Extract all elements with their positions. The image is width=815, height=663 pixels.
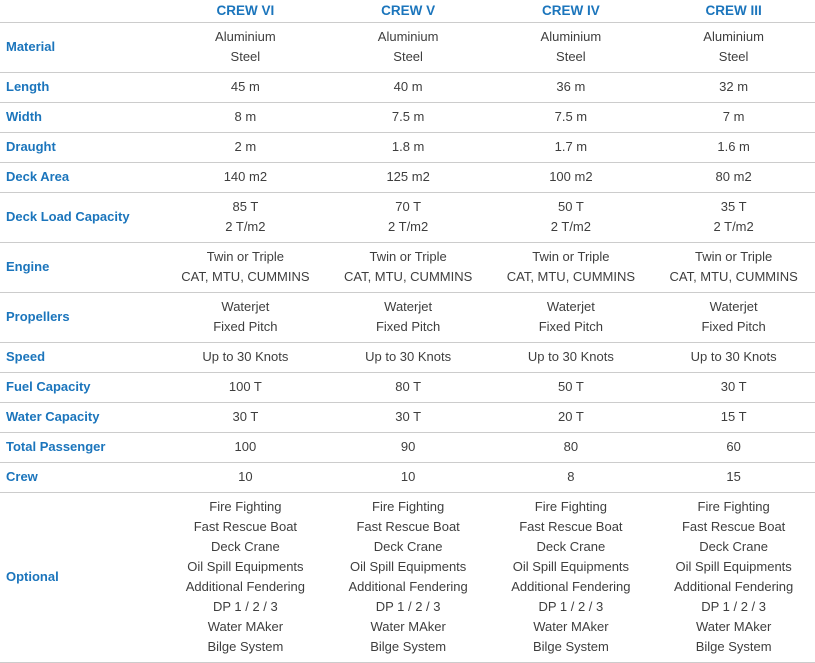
spec-value-line: Additional Fendering — [185, 579, 305, 594]
spec-value-cell — [164, 27, 327, 67]
spec-value-line: 2 T/m2 — [388, 219, 429, 234]
spec-value-line: 30 T — [232, 409, 259, 424]
spec-value-cell — [164, 137, 327, 157]
spec-value-cell — [490, 407, 653, 427]
spec-value-line: Water MAker — [533, 619, 609, 634]
spec-value-line: Fixed Pitch — [538, 319, 604, 334]
spec-value-cell — [490, 437, 653, 457]
spec-value-line: Oil Spill Equipments — [187, 559, 304, 574]
spec-value-cell — [652, 137, 815, 157]
column-header-crew-iii: CREW III — [705, 3, 762, 18]
row-label: Propellers — [6, 309, 70, 324]
spec-value-line: Waterjet — [709, 299, 758, 314]
spec-value-line: Additional Fendering — [674, 579, 794, 594]
spec-value-line: DP 1 / 2 / 3 — [375, 599, 441, 614]
spec-value-line: Aluminium — [540, 29, 602, 44]
spec-value-line: 80 — [563, 439, 579, 454]
spec-value-line: 60 — [726, 439, 741, 454]
spec-value-cell — [652, 497, 815, 657]
spec-value-line: Waterjet — [384, 299, 433, 314]
spec-value-line: Additional Fendering — [348, 579, 468, 594]
spec-value-cell — [327, 27, 490, 67]
spec-value-cell — [490, 167, 653, 187]
row-label: Crew — [6, 469, 38, 484]
spec-value-cell — [652, 377, 815, 397]
table-row — [0, 293, 815, 343]
spec-value-line: Twin or Triple — [532, 249, 610, 264]
spec-value-line: 15 T — [720, 409, 747, 424]
spec-value-cell — [652, 467, 815, 487]
spec-value-cell — [652, 77, 815, 97]
table-row — [0, 493, 815, 663]
spec-value-line: CAT, MTU, CUMMINS — [506, 269, 636, 284]
spec-value-line: 50 T — [557, 379, 584, 394]
spec-value-line: 2 T/m2 — [225, 219, 266, 234]
column-header-crew-vi: CREW VI — [216, 3, 275, 18]
spec-value-cell — [490, 497, 653, 657]
spec-value-line: Fast Rescue Boat — [519, 519, 623, 534]
spec-value-cell — [164, 77, 327, 97]
table-row — [0, 133, 815, 163]
spec-value-cell — [652, 437, 815, 457]
spec-value-line: Deck Crane — [373, 539, 443, 554]
table-row — [0, 403, 815, 433]
row-label: Deck Load Capacity — [6, 209, 130, 224]
spec-value-cell — [164, 437, 327, 457]
spec-value-line: 1.6 m — [717, 139, 750, 154]
spec-value-line: Deck Crane — [536, 539, 606, 554]
spec-value-line: 36 m — [556, 79, 586, 94]
spec-value-line: Bilge System — [370, 639, 447, 654]
table-row — [0, 23, 815, 73]
spec-value-cell — [164, 497, 327, 657]
spec-value-line: Up to 30 Knots — [690, 349, 777, 364]
spec-value-cell — [490, 347, 653, 367]
spec-value-line: 30 T — [720, 379, 747, 394]
spec-value-line: Water MAker — [370, 619, 446, 634]
spec-value-line: 50 T — [557, 199, 584, 214]
spec-value-cell — [164, 467, 327, 487]
spec-value-line: Twin or Triple — [369, 249, 447, 264]
spec-value-line: Waterjet — [546, 299, 595, 314]
spec-value-line: 8 — [567, 469, 575, 484]
table-row — [0, 193, 815, 243]
spec-value-cell — [164, 297, 327, 337]
table-row — [0, 103, 815, 133]
spec-value-line: Fire Fighting — [534, 499, 607, 514]
spec-value-line: 100 T — [228, 379, 262, 394]
spec-value-cell — [327, 347, 490, 367]
spec-value-line: 7.5 m — [391, 109, 425, 124]
spec-value-line: DP 1 / 2 / 3 — [212, 599, 278, 614]
spec-value-cell — [490, 107, 653, 127]
row-label: Engine — [6, 259, 50, 274]
spec-value-cell — [327, 437, 490, 457]
spec-value-line: Additional Fendering — [511, 579, 631, 594]
spec-value-line: Fast Rescue Boat — [681, 519, 786, 534]
spec-value-cell — [490, 137, 653, 157]
spec-value-line: 80 m2 — [715, 169, 752, 184]
spec-value-cell — [490, 27, 653, 67]
table-row — [0, 343, 815, 373]
spec-value-line: 10 — [238, 469, 253, 484]
spec-value-line: Twin or Triple — [694, 249, 773, 264]
column-header-crew-iv: CREW IV — [541, 3, 600, 18]
spec-value-cell — [164, 167, 327, 187]
spec-value-cell — [652, 407, 815, 427]
table-row — [0, 73, 815, 103]
spec-value-line: Waterjet — [221, 299, 270, 314]
spec-value-line: 35 T — [720, 199, 747, 214]
spec-value-line: Fire Fighting — [372, 499, 445, 514]
spec-value-line: 80 T — [395, 379, 422, 394]
spec-value-line: Fast Rescue Boat — [193, 519, 298, 534]
spec-value-cell — [327, 297, 490, 337]
row-label: Width — [6, 109, 42, 124]
spec-value-line: Up to 30 Knots — [202, 349, 289, 364]
row-label: Material — [6, 39, 56, 54]
spec-value-line: 100 — [234, 439, 257, 454]
spec-value-cell — [327, 467, 490, 487]
spec-value-line: Bilge System — [695, 639, 772, 654]
spec-value-cell — [164, 247, 327, 287]
spec-value-line: Bilge System — [532, 639, 609, 654]
spec-value-line: Twin or Triple — [206, 249, 285, 264]
spec-value-line: 7.5 m — [554, 109, 588, 124]
spec-value-line: Steel — [230, 49, 261, 64]
spec-value-cell — [327, 197, 490, 237]
spec-value-cell — [490, 77, 653, 97]
spec-value-line: Water MAker — [207, 619, 284, 634]
spec-value-line: DP 1 / 2 / 3 — [538, 599, 604, 614]
spec-value-line: 45 m — [230, 79, 260, 94]
row-label: Water Capacity — [6, 409, 100, 424]
spec-value-line: Steel — [718, 49, 749, 64]
spec-value-line: Fire Fighting — [209, 499, 282, 514]
spec-value-line: 85 T — [232, 199, 259, 214]
spec-value-cell — [652, 107, 815, 127]
spec-value-line: 10 — [400, 469, 416, 484]
spec-value-line: Fixed Pitch — [213, 319, 278, 334]
spec-value-line: 7 m — [722, 109, 745, 124]
spec-value-cell — [327, 77, 490, 97]
spec-value-cell — [327, 247, 490, 287]
spec-value-line: 140 m2 — [223, 169, 268, 184]
spec-value-line: CAT, MTU, CUMMINS — [669, 269, 798, 284]
spec-value-line: Aluminium — [215, 29, 276, 44]
spec-value-cell — [490, 197, 653, 237]
spec-value-line: Steel — [393, 49, 423, 64]
spec-table-body — [0, 23, 815, 663]
spec-value-cell — [652, 297, 815, 337]
row-label: Total Passenger — [6, 439, 106, 454]
spec-value-line: Up to 30 Knots — [365, 349, 452, 364]
column-header-crew-v: CREW V — [381, 3, 436, 18]
spec-value-line: 30 T — [395, 409, 422, 424]
spec-value-line: 2 T/m2 — [713, 219, 754, 234]
spec-value-line: Aluminium — [703, 29, 764, 44]
spec-value-line: Oil Spill Equipments — [512, 559, 630, 574]
spec-value-line: CAT, MTU, CUMMINS — [343, 269, 473, 284]
spec-value-line: Fixed Pitch — [375, 319, 441, 334]
spec-value-cell — [164, 377, 327, 397]
spec-value-line: Water MAker — [695, 619, 772, 634]
spec-value-cell — [652, 347, 815, 367]
table-row — [0, 163, 815, 193]
table-row — [0, 373, 815, 403]
spec-value-line: Fast Rescue Boat — [356, 519, 460, 534]
row-label: Draught — [6, 139, 56, 154]
spec-value-cell — [652, 197, 815, 237]
spec-value-cell — [327, 497, 490, 657]
spec-value-line: 2 T/m2 — [550, 219, 591, 234]
row-label: Fuel Capacity — [6, 379, 91, 394]
spec-value-cell — [652, 167, 815, 187]
spec-value-line: 2 m — [234, 139, 257, 154]
spec-value-line: 20 T — [557, 409, 584, 424]
spec-value-cell — [164, 197, 327, 237]
spec-value-line: 70 T — [395, 199, 422, 214]
row-label: Speed — [6, 349, 46, 364]
spec-value-line: 90 — [400, 439, 416, 454]
spec-value-cell — [327, 107, 490, 127]
spec-value-cell — [164, 107, 327, 127]
spec-value-line: Oil Spill Equipments — [675, 559, 792, 574]
spec-value-line: Fixed Pitch — [701, 319, 766, 334]
spec-value-cell — [327, 137, 490, 157]
spec-value-line: Steel — [556, 49, 586, 64]
spec-value-line: 15 — [726, 469, 741, 484]
spec-value-cell — [652, 247, 815, 287]
table-header-row — [0, 0, 815, 23]
table-row — [0, 243, 815, 293]
spec-value-line: Deck Crane — [699, 539, 768, 554]
spec-value-cell — [652, 27, 815, 67]
spec-value-line: 40 m — [393, 79, 423, 94]
spec-value-line: Bilge System — [207, 639, 284, 654]
spec-value-line: Fire Fighting — [697, 499, 770, 514]
spec-value-line: 8 m — [234, 109, 257, 124]
spec-value-line: CAT, MTU, CUMMINS — [181, 269, 310, 284]
spec-value-line: 1.7 m — [554, 139, 588, 154]
spec-value-cell — [490, 377, 653, 397]
spec-value-line: 32 m — [719, 79, 749, 94]
row-label: Length — [6, 79, 50, 94]
spec-value-cell — [490, 297, 653, 337]
spec-value-cell — [164, 347, 327, 367]
spec-value-line: Up to 30 Knots — [527, 349, 614, 364]
spec-value-line: 1.8 m — [391, 139, 425, 154]
table-row — [0, 433, 815, 463]
row-label: Optional — [6, 569, 59, 584]
spec-value-cell — [490, 247, 653, 287]
spec-value-cell — [327, 167, 490, 187]
spec-value-line: 100 m2 — [549, 169, 593, 184]
spec-value-line: Deck Crane — [211, 539, 280, 554]
row-label: Deck Area — [6, 169, 70, 184]
spec-value-line: DP 1 / 2 / 3 — [701, 599, 767, 614]
spec-value-line: Aluminium — [377, 29, 439, 44]
table-row — [0, 463, 815, 493]
spec-value-line: Oil Spill Equipments — [349, 559, 467, 574]
spec-value-cell — [490, 467, 653, 487]
spec-value-cell — [164, 407, 327, 427]
spec-value-cell — [327, 377, 490, 397]
spec-value-line: 125 m2 — [386, 169, 430, 184]
spec-value-cell — [327, 407, 490, 427]
